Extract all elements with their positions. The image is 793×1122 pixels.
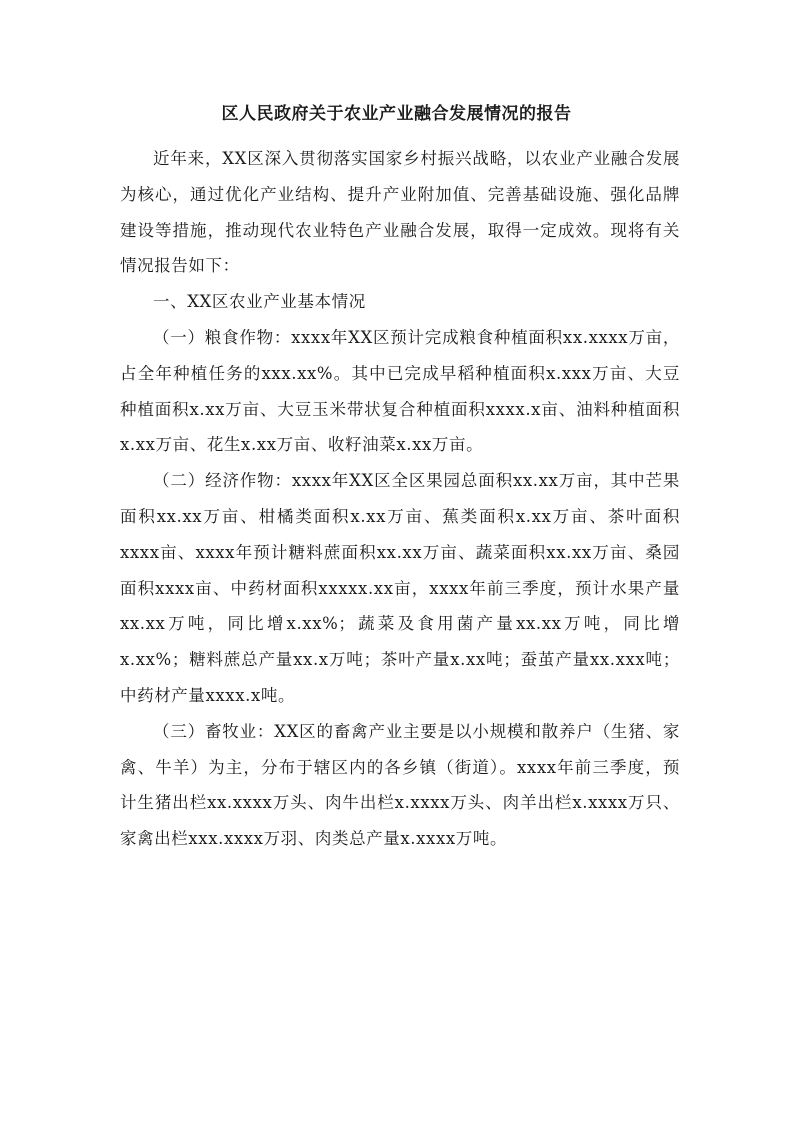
paragraph-livestock: （三）畜牧业：XX区的畜禽产业主要是以小规模和散养户（生猪、家禽、牛羊）为主，分布于辖区内的各乡镇（街道）。xxxx年前三季度，预计生猪出栏xx.xxxx万头、肉牛出栏x.xxxx万头、肉羊出栏x.xxxx万只、家禽出栏xxx.xxxx万羽、肉类总产量x.xxxx万吨。 bbox=[120, 721, 680, 849]
document-body bbox=[120, 141, 680, 857]
section-heading-basic-situation: 一、XX区农业产业基本情况 bbox=[153, 292, 366, 312]
paragraph-intro: 近年来，XX区深入贯彻落实国家乡村振兴战略，以农业产业融合发展为核心，通过优化产业结构、提升产业附加值、完善基础设施、强化品牌建设等措施，推动现代农业特色产业融合发展，取得一定成效。现将有关情况报告如下： bbox=[120, 149, 680, 276]
paragraph-grain-crops: （一）粮食作物：xxxx年XX区预计完成粮食种植面积xx.xxxx万亩，占全年种植任务的xxx.xx%。其中已完成早稻种植面积x.xxx万亩、大豆种植面积x.xx万亩、大豆玉米带状复合种植面积xxxx.x亩、油料种植面积x.xx万亩、花生x.xx万亩、收籽油菜x.xx万亩。 bbox=[120, 327, 680, 455]
document-title: 区人民政府关于农业产业融合发展情况的报告 bbox=[221, 104, 572, 124]
paragraph-economic-crops: （二）经济作物：xxxx年XX区全区果园总面积xx.xx万亩，其中芒果面积xx.xx万亩、柑橘类面积x.xx万亩、蕉类面积x.xx万亩、茶叶面积xxxx亩、xxxx年预计糖料蔗面积xx.xx万亩、蔬菜面积xx.xx万亩、桑园面积xxxx亩、中药材面积xxxxx.xx亩，xxxx年前三季度，预计水果产量xx.xx万吨，同比增x.xx%；蔬菜及食用菌产量xx.xx万吨，同比增x.xx%；糖料蔗总产量xx.x万吨；茶叶产量x.xx吨；蚕茧产量xx.xxx吨；中药材产量xxxx.x吨。 bbox=[120, 471, 680, 705]
